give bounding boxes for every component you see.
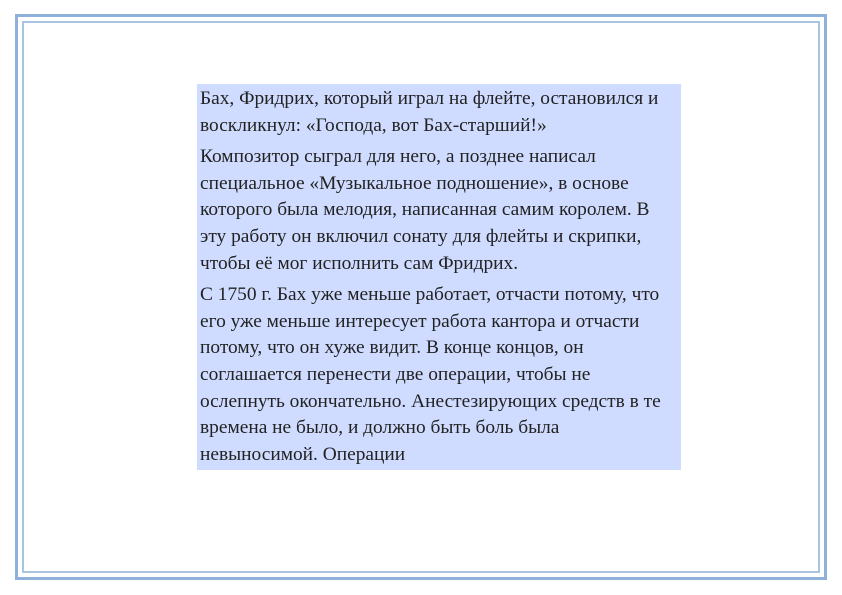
- paragraph-3: С 1750 г. Бах уже меньше работает, отчасти потому, что его уже меньше интересует работа кантора и отчасти потому, что он хуже видит. В конце концов, он соглашается перенести две операции, чтобы не ослепнуть окончательно. Анестезирующих средств в те времена не было, и должно быть боль была невыносимой. Операции: [200, 284, 661, 465]
- paragraph-2: Композитор сыграл для него, а позднее написал специальное «Музыкальное подношение», в основе которого была мелодия, написанная самим королем. В эту работу он включил сонату для флейты и скрипки, чтобы её мог исполнить сам Фридрих.: [200, 146, 650, 274]
- paragraph-1: Бах, Фридрих, который играл на флейте, остановился и воскликнул: «Господа, вот Бах-старший!»: [200, 88, 659, 136]
- text-content-box: [197, 84, 681, 470]
